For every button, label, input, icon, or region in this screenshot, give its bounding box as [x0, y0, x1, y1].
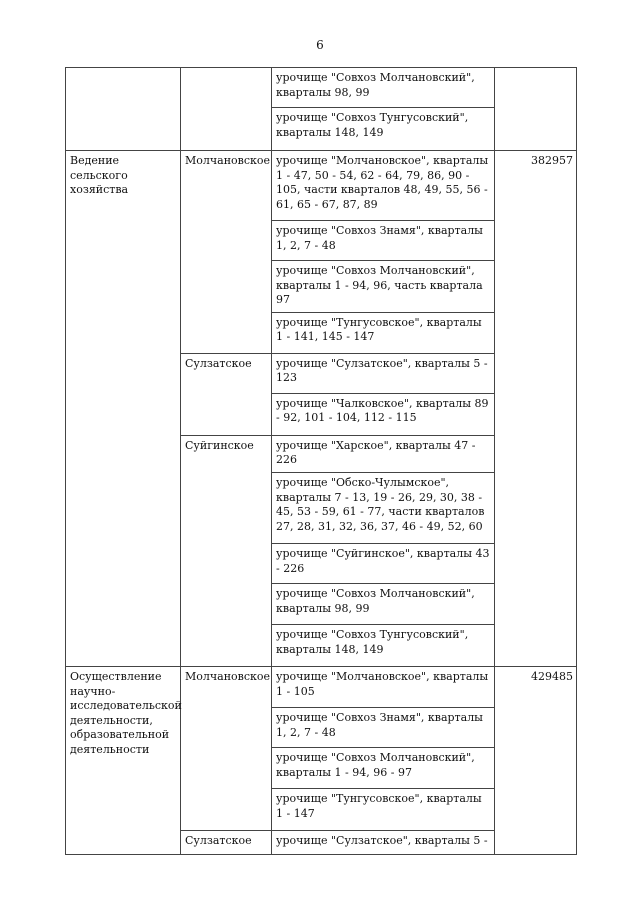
tract-cell: урочище "Чалковское", кварталы 89 - 92, 101 - 104, 112 - 115	[272, 393, 495, 435]
table-row	[66, 666, 577, 707]
tract-cell: урочище "Совхоз Знамя", кварталы 1, 2, 7 - 48	[272, 707, 495, 747]
forestry-cell: Суйгинское	[181, 435, 272, 666]
tract-cell: урочище "Совхоз Молчановский", кварталы 98, 99	[272, 68, 495, 108]
forestry-cell: Сулзатское	[181, 353, 272, 435]
tract-cell: урочище "Тунгусовское", кварталы 1 - 147	[272, 788, 495, 830]
forest-use-table	[65, 67, 577, 855]
area-cell	[495, 68, 577, 151]
forestry-cell	[181, 68, 272, 151]
tract-cell: урочище "Совхоз Молчановский", кварталы 98, 99	[272, 583, 495, 624]
activity-cell: Осуществление научно-исследовательской деятельности, образовательной деятельности	[66, 666, 181, 854]
forestry-cell: Молчановское	[181, 666, 272, 830]
tract-cell: урочище "Молчановское", кварталы 1 - 47, 50 - 54, 62 - 64, 79, 86, 90 - 105, части кварталов 48, 49, 55, 56 - 61, 65 - 67, 87, 89	[272, 151, 495, 221]
tract-cell: урочище "Суйгинское", кварталы 43 - 226	[272, 543, 495, 583]
tract-cell: урочище "Молчановское", кварталы 1 - 105	[272, 666, 495, 707]
forestry-cell: Сулзатское	[181, 830, 272, 854]
activity-cell: Ведение сельского хозяйства	[66, 151, 181, 667]
page-number: 6	[316, 38, 324, 52]
table-row	[66, 151, 577, 221]
tract-cell: урочище "Совхоз Знамя", кварталы 1, 2, 7 - 48	[272, 221, 495, 261]
area-cell: 382957	[495, 151, 577, 667]
tract-cell: урочище "Харское", кварталы 47 - 226	[272, 435, 495, 472]
tract-cell: урочище "Совхоз Молчановский", кварталы 1 - 94, 96 - 97	[272, 747, 495, 788]
tract-cell: урочище "Совхоз Тунгусовский", кварталы 148, 149	[272, 624, 495, 666]
table-row	[66, 68, 577, 108]
tract-cell: урочище "Тунгусовское", кварталы 1 - 141, 145 - 147	[272, 312, 495, 353]
forestry-cell: Молчановское	[181, 151, 272, 354]
tract-cell: урочище "Обско-Чулымское", кварталы 7 - 13, 19 - 26, 29, 30, 38 - 45, 53 - 59, 61 - 77, части кварталов 27, 28, 31, 32, 36, 37, 46 - 49, 52, 60	[272, 472, 495, 543]
area-cell: 429485	[495, 666, 577, 854]
tract-cell: урочище "Сулзатское", кварталы 5 -	[272, 830, 495, 854]
tract-cell: урочище "Сулзатское", кварталы 5 - 123	[272, 353, 495, 393]
tract-cell: урочище "Совхоз Молчановский", кварталы 1 - 94, 96, часть квартала 97	[272, 261, 495, 313]
activity-cell	[66, 68, 181, 151]
tract-cell: урочище "Совхоз Тунгусовский", кварталы 148, 149	[272, 108, 495, 151]
